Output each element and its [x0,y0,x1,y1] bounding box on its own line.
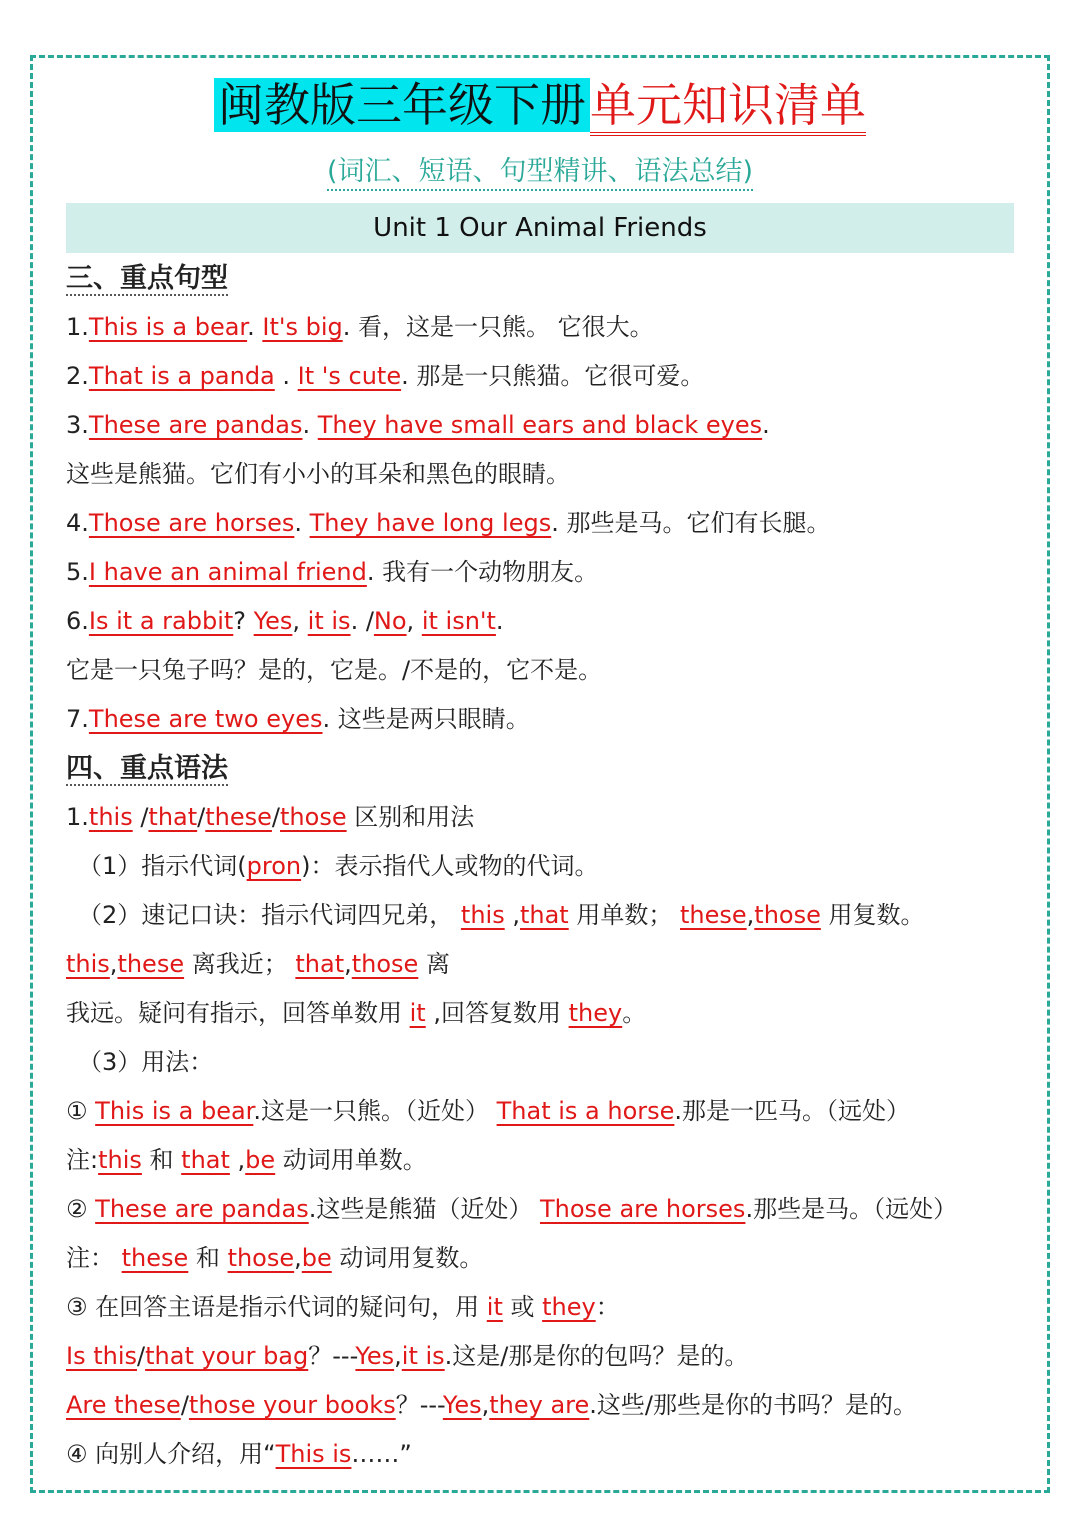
text-segment: ,回答复数用 [425,999,569,1027]
key-phrase: that [295,950,345,978]
text-segment: ③ 在回答主语是指示代词的疑问句，用 [66,1293,487,1321]
text-segment: / [137,1342,146,1370]
key-phrase: these [679,901,747,929]
text-segment: . 看，这是一只熊。 它很大。 [342,313,654,341]
text-segment: , [481,1391,490,1419]
key-phrase: it is [401,1342,445,1370]
text-segment: 离我近； [184,950,296,978]
key-phrase: it is [307,607,351,635]
page-subtitle [0,152,1080,192]
list-item [66,989,1026,1038]
text-segment: ……” [351,1440,412,1468]
text-segment: , [344,950,352,978]
key-phrase: These are pandas [88,411,303,439]
text-segment: 动词用复数。 [331,1244,484,1272]
knowledge-list [66,254,1026,1479]
key-phrase: that [148,803,198,831]
key-phrase: those [754,901,821,929]
key-phrase: It 's cute [297,362,402,390]
key-phrase: It's big [262,313,343,341]
text-segment: , [294,1244,302,1272]
text-segment: / [180,1391,189,1419]
list-item [66,842,1026,891]
key-phrase: Yes [442,1391,482,1419]
text-segment: . / [350,607,374,635]
section-heading-text: 四、重点语法 [66,753,228,784]
text-segment: （2）速记口诀：指示代词四兄弟， [78,901,461,929]
list-item [66,1136,1026,1185]
key-phrase: those [351,950,419,978]
key-phrase: I have an animal friend [88,558,367,586]
list-item [66,793,1026,842]
key-phrase: that [519,901,569,929]
text-segment: . [274,362,298,390]
text-segment: ? [233,607,254,635]
text-segment: 5. [66,558,89,586]
list-item [66,303,1026,352]
text-segment: 离 [418,950,450,978]
list-item [66,1283,1026,1332]
text-segment: . [294,509,310,537]
text-segment: , [394,1342,402,1370]
text-segment: .这些是熊猫（近处） [308,1195,540,1223]
text-segment: 7. [66,705,89,733]
key-phrase: These are two eyes [88,705,323,733]
text-segment: 或 [502,1293,543,1321]
text-segment: )：表示指代人或物的代词。 [301,852,599,880]
unit-title-bar: Unit 1 Our Animal Friends [66,203,1014,253]
text-segment: （3）用法： [78,1048,214,1076]
key-phrase: Those are horses [540,1195,746,1223]
key-phrase: Those are horses [88,509,295,537]
list-item [66,1038,1026,1087]
text-segment: / [132,803,149,831]
key-phrase: that [181,1146,230,1174]
key-phrase: that your bag [145,1342,309,1370]
list-item [66,450,1026,499]
key-phrase: it [486,1293,503,1321]
key-phrase: this [88,803,133,831]
text-segment: 区别和用法 [346,803,475,831]
section-heading [66,254,1026,303]
key-phrase: this [460,901,505,929]
key-phrase: No [373,607,407,635]
text-segment: 1. [66,313,89,341]
list-item [66,1381,1026,1430]
key-phrase: these [117,950,185,978]
text-segment: 注: [66,1146,99,1174]
text-segment: . [302,411,318,439]
subtitle-text: (词汇、短语、句型精讲、语法总结) [327,156,753,191]
text-segment: , [746,901,755,929]
text-segment: （1）指示代词( [78,852,247,880]
text-segment: 。 [622,999,647,1027]
text-segment: 3. [66,411,89,439]
key-phrase: be [245,1146,276,1174]
list-item [66,646,1026,695]
list-item [66,695,1026,744]
text-segment: ④ 向别人介绍，用“ [66,1440,276,1468]
list-item [66,548,1026,597]
text-segment: 注： [66,1244,122,1272]
text-segment: 2. [66,362,89,390]
text-segment: . 那些是马。它们有长腿。 [551,509,831,537]
list-item [66,1332,1026,1381]
key-phrase: those [227,1244,295,1272]
key-phrase: pron [246,852,302,880]
key-phrase: they are [489,1391,590,1419]
text-segment: .那些是马。（远处） [745,1195,958,1223]
key-phrase: Is it a rabbit [88,607,234,635]
text-segment: 1. [66,803,89,831]
text-segment: 用复数。 [820,901,925,929]
key-phrase: This is a bear [95,1097,254,1125]
text-segment: / [271,803,281,831]
text-segment: .那是一匹马。（远处） [674,1097,911,1125]
text-segment: ： [595,1293,620,1321]
list-item [66,1234,1026,1283]
list-item [66,352,1026,401]
key-phrase: They have small ears and black eyes [317,411,763,439]
section-heading-text: 三、重点句型 [66,263,228,294]
key-phrase: Are these [66,1391,181,1419]
list-item [66,597,1026,646]
key-phrase: those your books [188,1391,396,1419]
text-segment: . [495,607,504,635]
text-segment: 这些是熊猫。它们有小小的耳朵和黑色的眼睛。 [66,460,570,488]
text-segment: ② [66,1195,96,1223]
key-phrase: This is [275,1440,352,1468]
text-segment: , [292,607,308,635]
key-phrase: That is a panda [88,362,275,390]
list-item [66,891,1026,940]
text-segment: ？--- [308,1342,356,1370]
page-title [0,70,1080,140]
text-segment: , [229,1146,246,1174]
text-segment: . 我有一个动物朋友。 [366,558,599,586]
key-phrase: Is this [66,1342,138,1370]
text-segment: 动词用单数。 [275,1146,427,1174]
text-segment: ① [66,1097,96,1125]
text-segment: 用单数； [568,901,680,929]
key-phrase: it [409,999,426,1027]
text-segment: .这是/那是你的包吗？是的。 [444,1342,749,1370]
key-phrase: That is a horse [496,1097,675,1125]
key-phrase: These are pandas [95,1195,309,1223]
text-segment: 它是一只兔子吗？是的，它是。/不是的，它不是。 [66,656,603,684]
key-phrase: they [568,999,623,1027]
list-item [66,401,1026,450]
key-phrase: they [542,1293,596,1321]
key-phrase: this [66,950,110,978]
key-phrase: these [121,1244,189,1272]
text-segment: .这些/那些是你的书吗？是的。 [589,1391,917,1419]
key-phrase: This is a bear [88,313,248,341]
list-item [66,1185,1026,1234]
text-segment: 我远。疑问有指示，回答单数用 [66,999,410,1027]
text-segment: . 那是一只熊猫。它很可爱。 [401,362,705,390]
text-segment: 和 [188,1244,228,1272]
text-segment: , [406,607,422,635]
text-segment: ？--- [395,1391,443,1419]
text-segment: , [109,950,118,978]
text-segment: 和 [141,1146,182,1174]
text-segment: / [197,803,206,831]
text-segment: 6. [66,607,89,635]
list-item [66,940,1026,989]
key-phrase: it isn't [421,607,496,635]
title-red-part: 单元知识清单 [590,78,866,136]
text-segment: . [762,411,770,439]
key-phrase: those [280,803,347,831]
text-segment: . [247,313,263,341]
key-phrase: They have long legs [309,509,552,537]
list-item [66,1087,1026,1136]
text-segment: . 这些是两只眼睛。 [322,705,530,733]
section-heading [66,744,1026,793]
key-phrase: this [98,1146,142,1174]
text-segment: , [504,901,520,929]
title-highlighted-part: 闽教版三年级下册 [214,78,590,132]
text-segment: .这是一只熊。（近处） [253,1097,497,1125]
list-item [66,1430,1026,1479]
list-item [66,499,1026,548]
key-phrase: be [301,1244,332,1272]
key-phrase: Yes [253,607,293,635]
key-phrase: these [205,803,272,831]
key-phrase: Yes [355,1342,395,1370]
text-segment: 4. [66,509,89,537]
